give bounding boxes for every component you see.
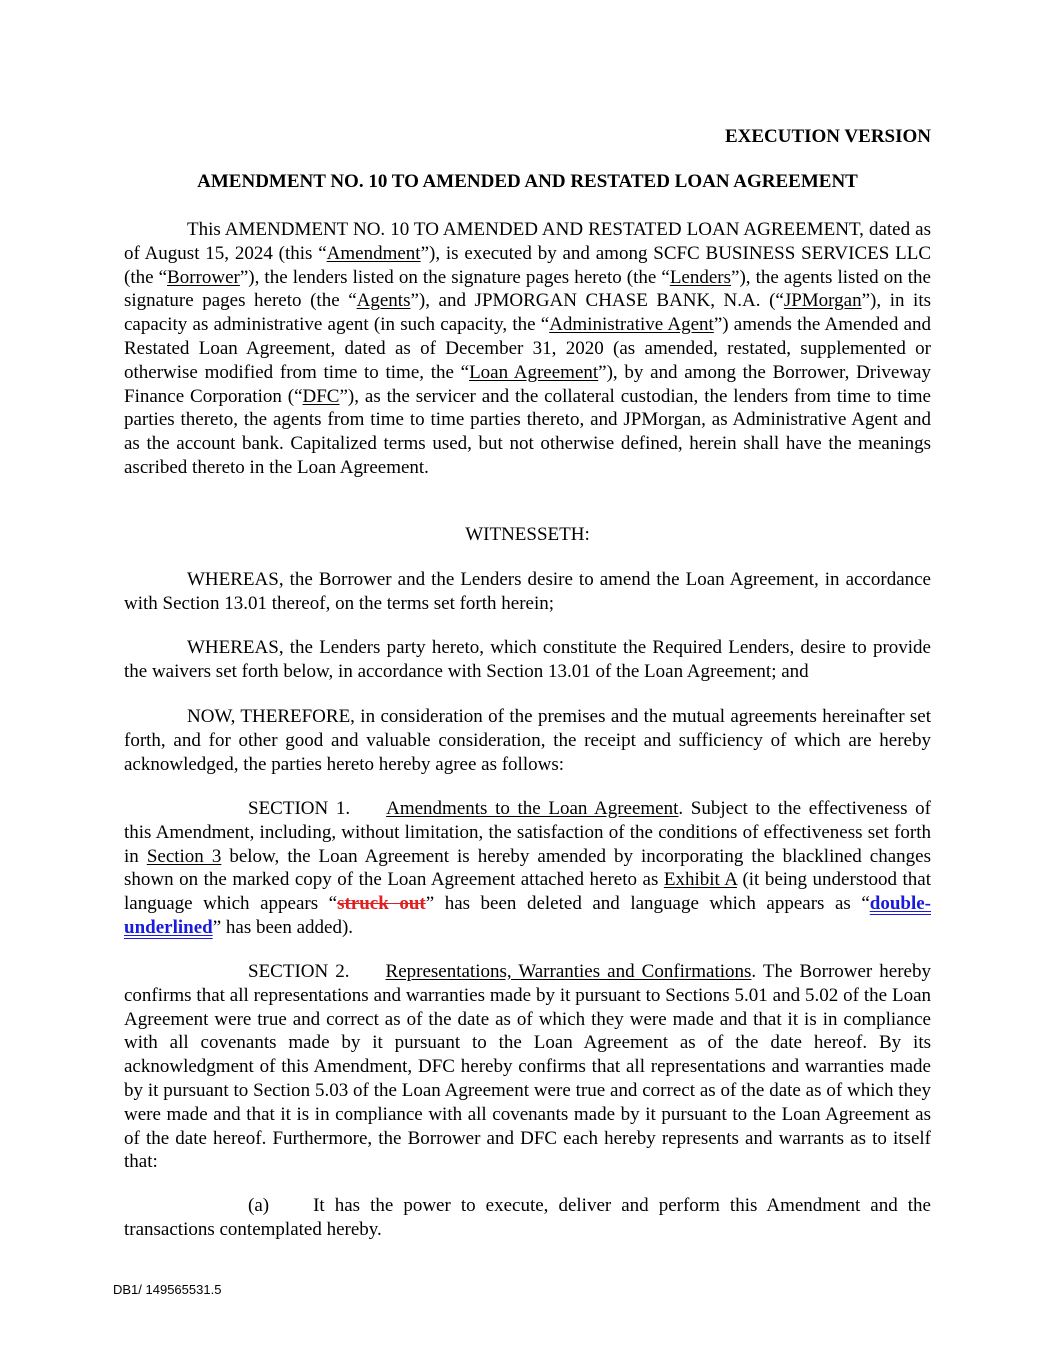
section-1-number: SECTION 1. [248, 798, 351, 819]
execution-version-label: EXECUTION VERSION [724, 126, 931, 147]
defined-term-agents: Agents [356, 290, 411, 312]
defined-term-amendment: Amendment [326, 242, 421, 264]
document-title: AMENDMENT NO. 10 TO AMENDED AND RESTATED LOAN AGREEMENT [197, 171, 858, 192]
intro-paragraph: This AMENDMENT NO. 10 TO AMENDED AND RESTATED LOAN AGREEMENT, dated as of August 15, 2024 (this “Amendment”), is executed by and among SCFC BUSINESS SERVICES LLC (the “Borrower”), the lenders listed on the signature pages hereto (the “Lenders”), the agents listed on the signature pages hereto (the “Agents”), and JPMORGAN CHASE BANK, N.A. (“JPMorgan”), in its capacity as administrative agent (in such capacity, the “Administrative Agent”) amends the Amended and Restated Loan Agreement, dated as of December 31, 2020 (as amended, restated, supplemented or otherwise modified from time to time, the “Loan Agreement”), by and among the Borrower, Driveway Finance Corporation (“DFC”), as the servicer and the collateral custodian, the lenders from time to time parties thereto, the agents from time to time parties thereto, and JPMorgan, as Administrative Agent and as the account bank. Capitalized terms used, but not otherwise defined, herein shall have the meanings ascribed thereto in the Loan Agreement. [124, 219, 932, 478]
section-1-heading: Amendments to the Loan Agreement [386, 798, 679, 819]
section-3-reference: Section 3 [146, 845, 222, 867]
whereas-paragraph-2: WHEREAS, the Lenders party hereto, which constitute the Required Lenders, desire to provide the waivers set forth below, in accordance with Section 13.01 of the Loan Agreement; and [124, 637, 931, 682]
defined-term-administrative-agent: Administrative Agent [549, 314, 714, 336]
defined-term-jpmorgan: JPMorgan [783, 290, 862, 312]
double-underlined-sample: double-underlined [124, 893, 931, 938]
defined-term-loan-agreement: Loan Agreement [469, 361, 599, 383]
defined-term-lenders: Lenders [669, 266, 732, 288]
defined-term-borrower: Borrower [167, 266, 240, 288]
section-2-heading: Representations, Warranties and Confirmations [385, 961, 752, 982]
clause-a-paragraph: (a) It has the power to execute, deliver and perform this Amendment and the transactions contemplated hereby. [124, 1195, 931, 1240]
witnesseth-heading: WITNESSETH: [465, 524, 590, 545]
now-therefore-paragraph: NOW, THEREFORE, in consideration of the premises and the mutual agreements hereinafter set forth, and for other good and valuable consideration, the receipt and sufficiency of which are hereby acknowledged, the parties hereto hereby agree as follows: [124, 706, 931, 775]
defined-term-dfc: DFC [302, 385, 340, 407]
document-id-footer: DB1/ 149565531.5 [113, 1282, 222, 1297]
section-2-paragraph: SECTION 2. Representations, Warranties and Confirmations. The Borrower hereby confirms that all representations and warranties made by it pursuant to Sections 5.01 and 5.02 of the Loan Agreement were true and correct as of the date as of which they were made and that it is in compliance with all covenants made by it pursuant to the Loan Agreement as of the date hereof. By its acknowledgment of this Amendment, DFC hereby confirms that all representations and warranties made by it pursuant to Section 5.03 of the Loan Agreement were true and correct as of the date as of which they were made and that it is in compliance with all covenants made by it pursuant to the Loan Agreement as of the date hereof. Furthermore, the Borrower and DFC each hereby represents and warrants as to itself that: [124, 961, 931, 1173]
exhibit-a-reference: Exhibit A [663, 869, 737, 891]
struck-out-sample: struck out [337, 893, 426, 915]
section-1-paragraph: SECTION 1. Amendments to the Loan Agreement. Subject to the effectiveness of this Amendment, including, without limitation, the satisfaction of the conditions of effectiveness set forth in Section 3 below, the Loan Agreement is hereby amended by incorporating the blacklined changes shown on the marked copy of the Loan Agreement attached hereto as Exhibit A (it being understood that language which appears “struck out” has been deleted and language which appears as “double-underlined” has been added). [124, 798, 931, 938]
section-2-number: SECTION 2. [248, 961, 350, 982]
whereas-paragraph-1: WHEREAS, the Borrower and the Lenders desire to amend the Loan Agreement, in accordance with Section 13.01 thereof, on the terms set forth herein; [124, 569, 931, 614]
clause-a-label: (a) [248, 1195, 270, 1216]
